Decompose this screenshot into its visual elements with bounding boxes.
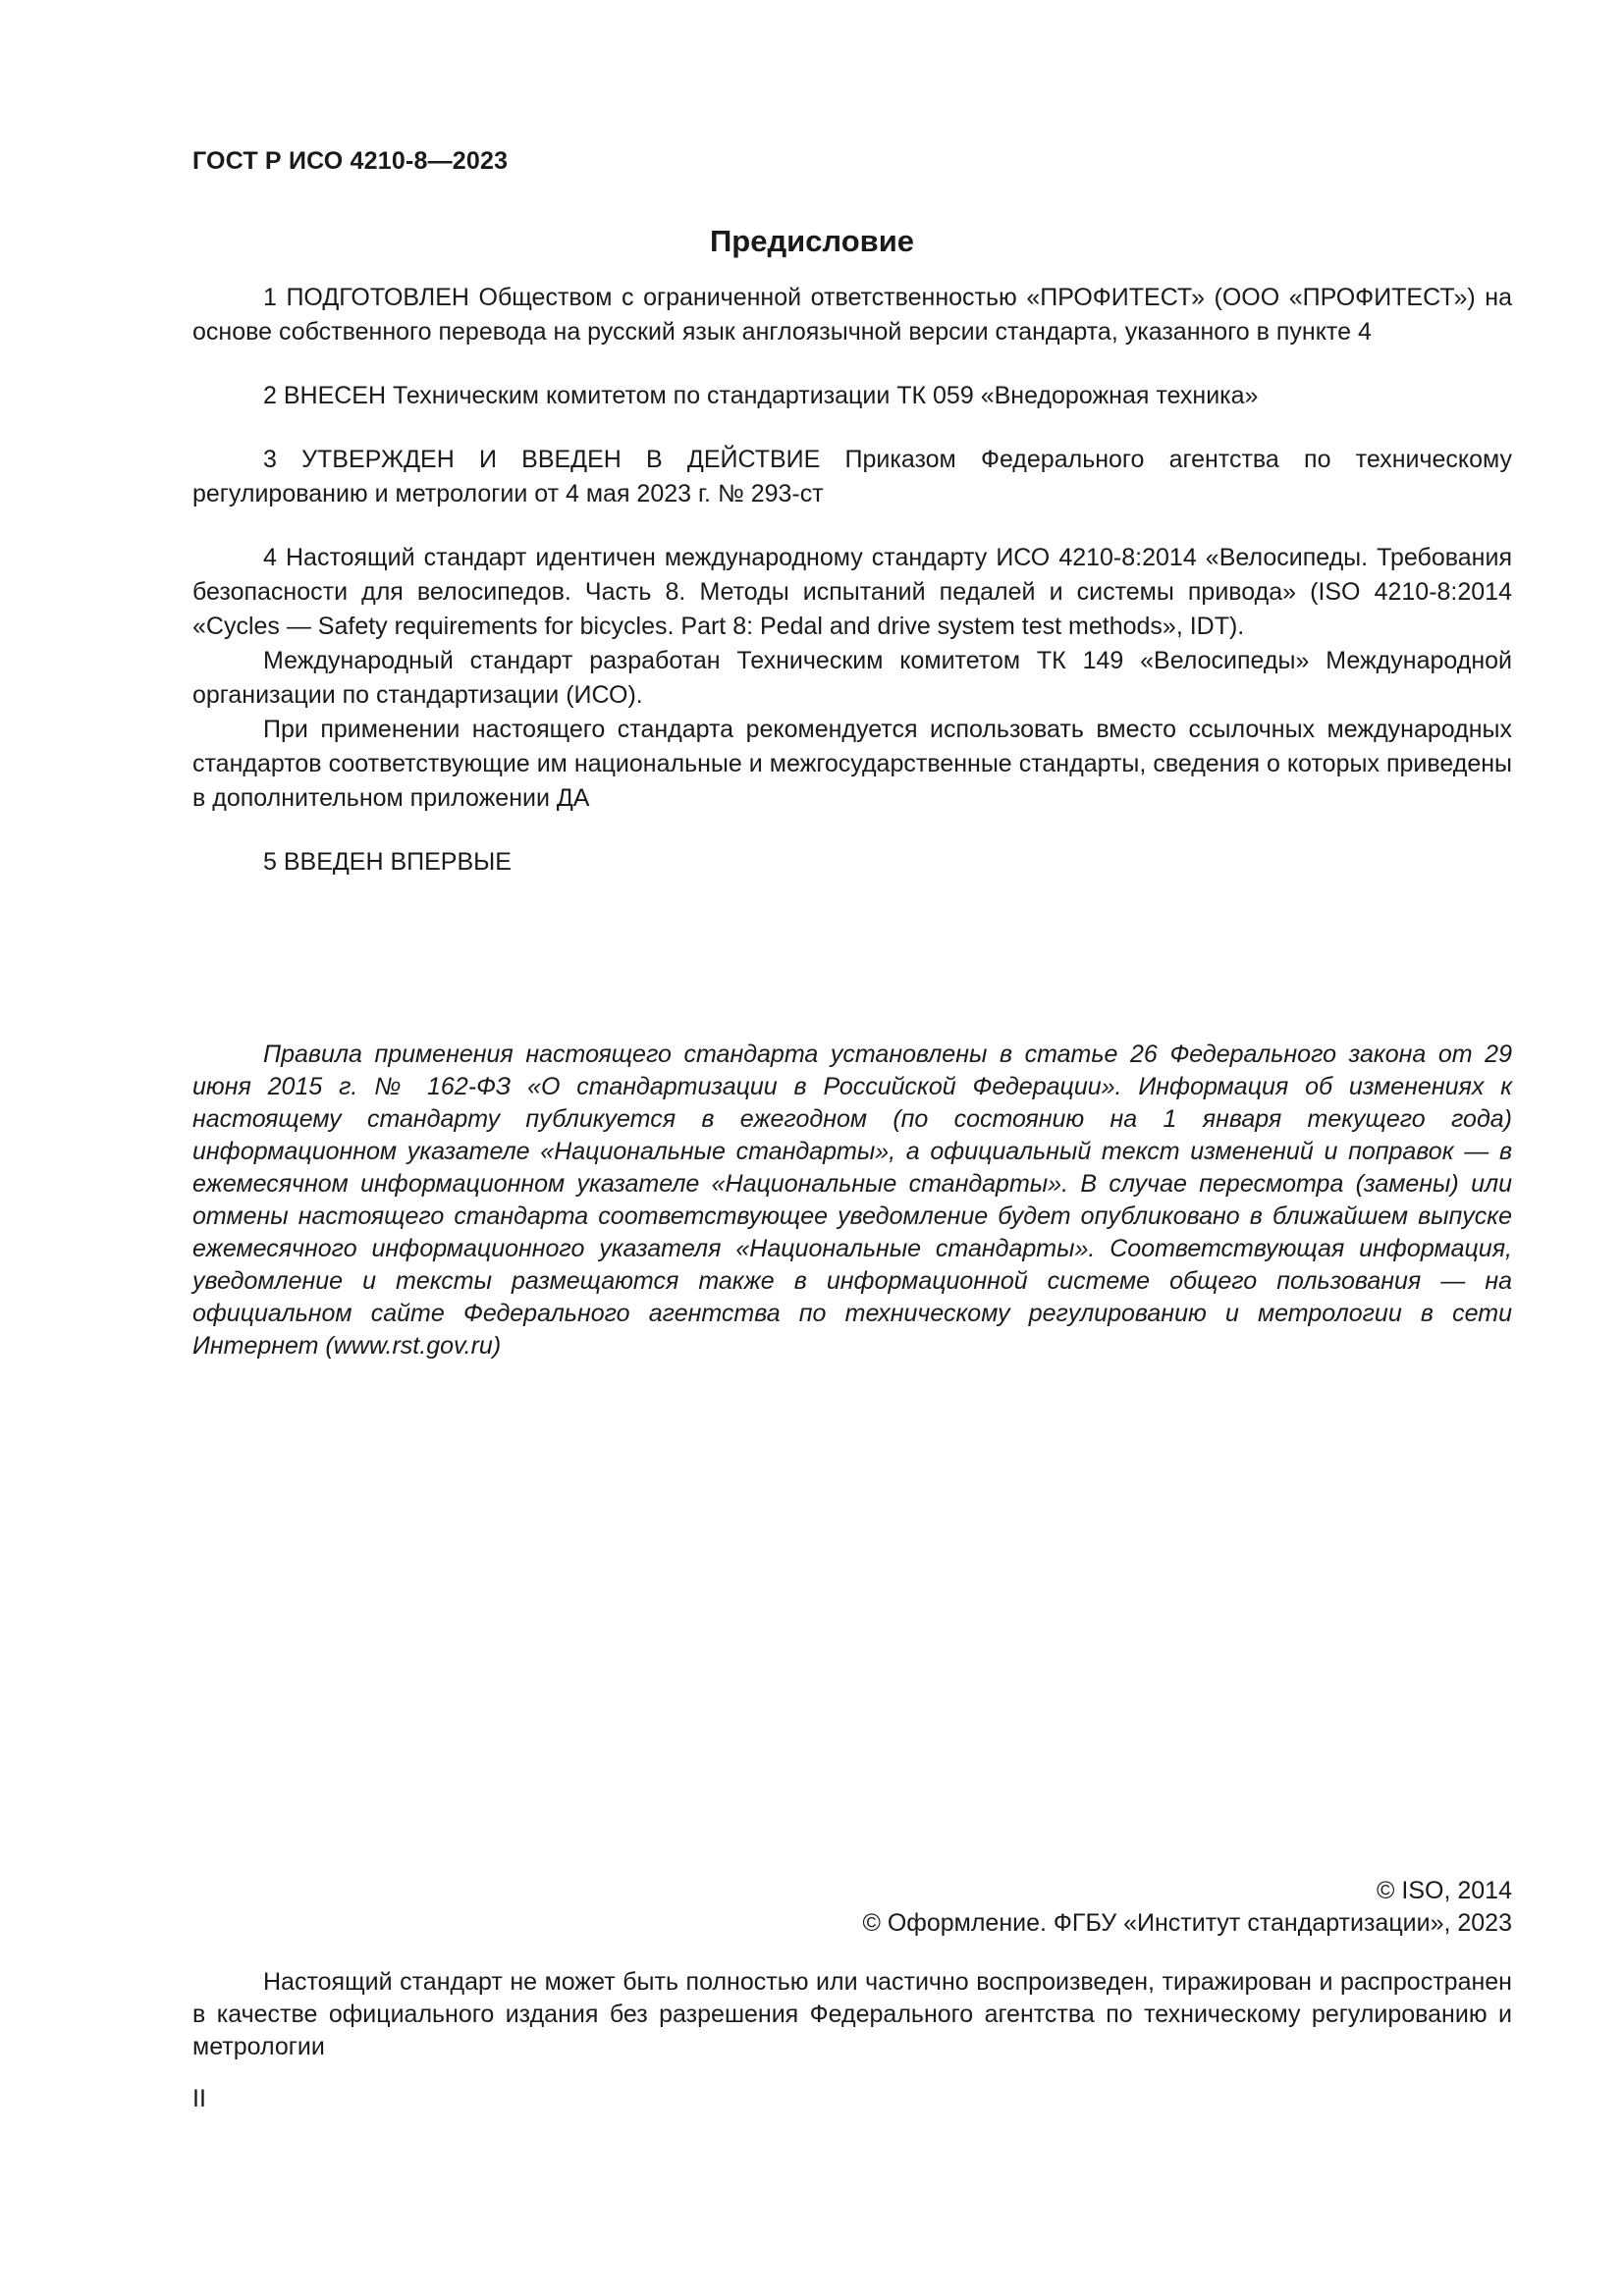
foreword-item-4-note-2: При применении настоящего стандарта рекомендуется использовать вместо ссылочных международных стандартов соответствующие им национальные и межгосударственные стандарты, сведения о которых приведены в дополнительном приложении ДА	[192, 716, 1512, 812]
foreword-item-5: 5 ВВЕДЕН ВПЕРВЫЕ	[263, 848, 512, 876]
foreword-item-3: 3 УТВЕРЖДЕН И ВВЕДЕН В ДЕЙСТВИЕ Приказом Федерального агентства по техническому регулированию и метрологии от 4 мая 2023 г. № 293-ст	[192, 446, 1512, 507]
rules-notice: Правила применения настоящего стандарта установлены в статье 26 Федерального закона от 29 июня 2015 г. № 162-ФЗ «О стандартизации в Российской Федерации». Информация об изменениях к настоящему стандарту публикуется в ежегодном (по состоянию на 1 января текущего года) информационном указателе «Национальные стандарты», а официальный текст изменений и поправок — в ежемесячном информационном указателе «Национальные стандарты». В случае пересмотра (замены) или отмены настоящего стандарта соответствующее уведомление будет опубликовано в ближайшем выпуске ежемесячного информационного указателя «Национальные стандарты». Соответствующая информация, уведомление и тексты размещаются также в информационной системе общего пользования — на официальном сайте Федерального агентства по техническому регулированию и метрологии в сети Интернет (www.rst.gov.ru)	[192, 1041, 1512, 1360]
foreword-item-4-note-1: Международный стандарт разработан Техническим комитетом ТК 149 «Велосипеды» Международной организации по стандартизации (ИСО).	[192, 647, 1512, 709]
copyright-iso: © ISO, 2014	[1377, 1877, 1512, 1904]
copyright-block	[862, 1875, 1512, 1940]
foreword-item-2: 2 ВНЕСЕН Техническим комитетом по стандартизации ТК 059 «Внедорожная техника»	[263, 382, 1259, 409]
copyright-design: © Оформление. ФГБУ «Институт стандартизации», 2023	[862, 1909, 1512, 1937]
reproduction-notice: Настоящий стандарт не может быть полностью или частично воспроизведен, тиражирован и распространен в качестве официального издания без разрешения Федерального агентства по техническому регулированию и метрологии	[192, 1968, 1512, 2060]
document-code: ГОСТ Р ИСО 4210-8—2023	[192, 147, 509, 175]
page-number: II	[192, 2085, 206, 2112]
rules-notice-block	[192, 1039, 1512, 1362]
foreword-item-1: 1 ПОДГОТОВЛЕН Обществом с ограниченной ответственностью «ПРОФИТЕСТ» (ООО «ПРОФИТЕСТ») на основе собственного перевода на русский язык англоязычной версии стандарта, указанного в пункте 4	[192, 284, 1512, 346]
foreword-item-4: 4 Настоящий стандарт идентичен международному стандарту ИСО 4210-8:2014 «Велосипеды. Требования безопасности для велосипедов. Часть 8. Методы испытаний педалей и системы привода» (ISO 4210-8:2014 «Cycles — Safety requirements for bicycles. Part 8: Pedal and drive system test methods», IDT).	[192, 544, 1512, 640]
reproduction-notice-block	[192, 1966, 1512, 2063]
section-title: Предисловие	[709, 224, 914, 258]
foreword-content	[192, 281, 1512, 880]
